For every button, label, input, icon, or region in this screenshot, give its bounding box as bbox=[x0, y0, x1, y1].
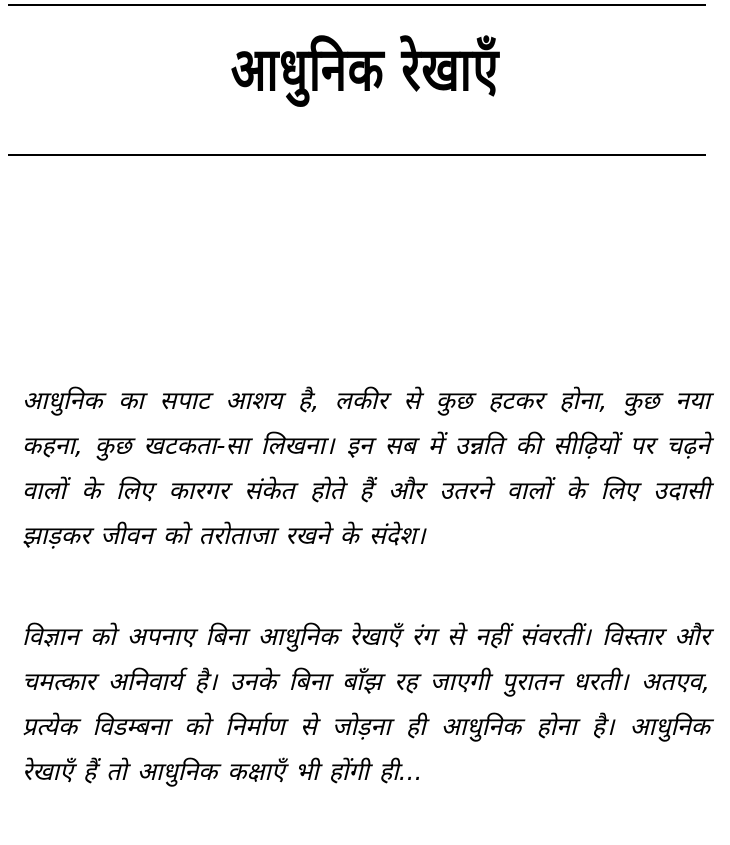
top-rule bbox=[8, 4, 706, 6]
body-paragraph-1: आधुनिक का सपाट आशय है, लकीर से कुछ हटकर होना, कुछ नया कहना, कुछ खटकता-सा लिखना। इन सब में उन्नति की सीढ़ियों पर चढ़ने वालों के लिए कारगर संकेत होते हैं और उतरने वालों के लिए उदासी झाड़कर जीवन को तरोताजा रखने के संदेश। bbox=[22, 386, 710, 550]
title-underline-rule bbox=[8, 154, 706, 156]
body-paragraph-2: विज्ञान को अपनाए बिना आधुनिक रेखाएँ रंग से नहीं संवरतीं। विस्तार और चमत्कार अनिवार्य है। उनके बिना बाँझ रह जाएगी पुरातन धरती। अतएव, प्रत्येक विडम्बना को निर्माण से जोड़ना ही आधुनिक होना है। आधुनिक रेखाएँ हैं तो आधुनिक कक्षाएँ भी होंगी ही... bbox=[22, 622, 710, 786]
page-title: आधुनिक रेखाएँ bbox=[230, 35, 500, 105]
